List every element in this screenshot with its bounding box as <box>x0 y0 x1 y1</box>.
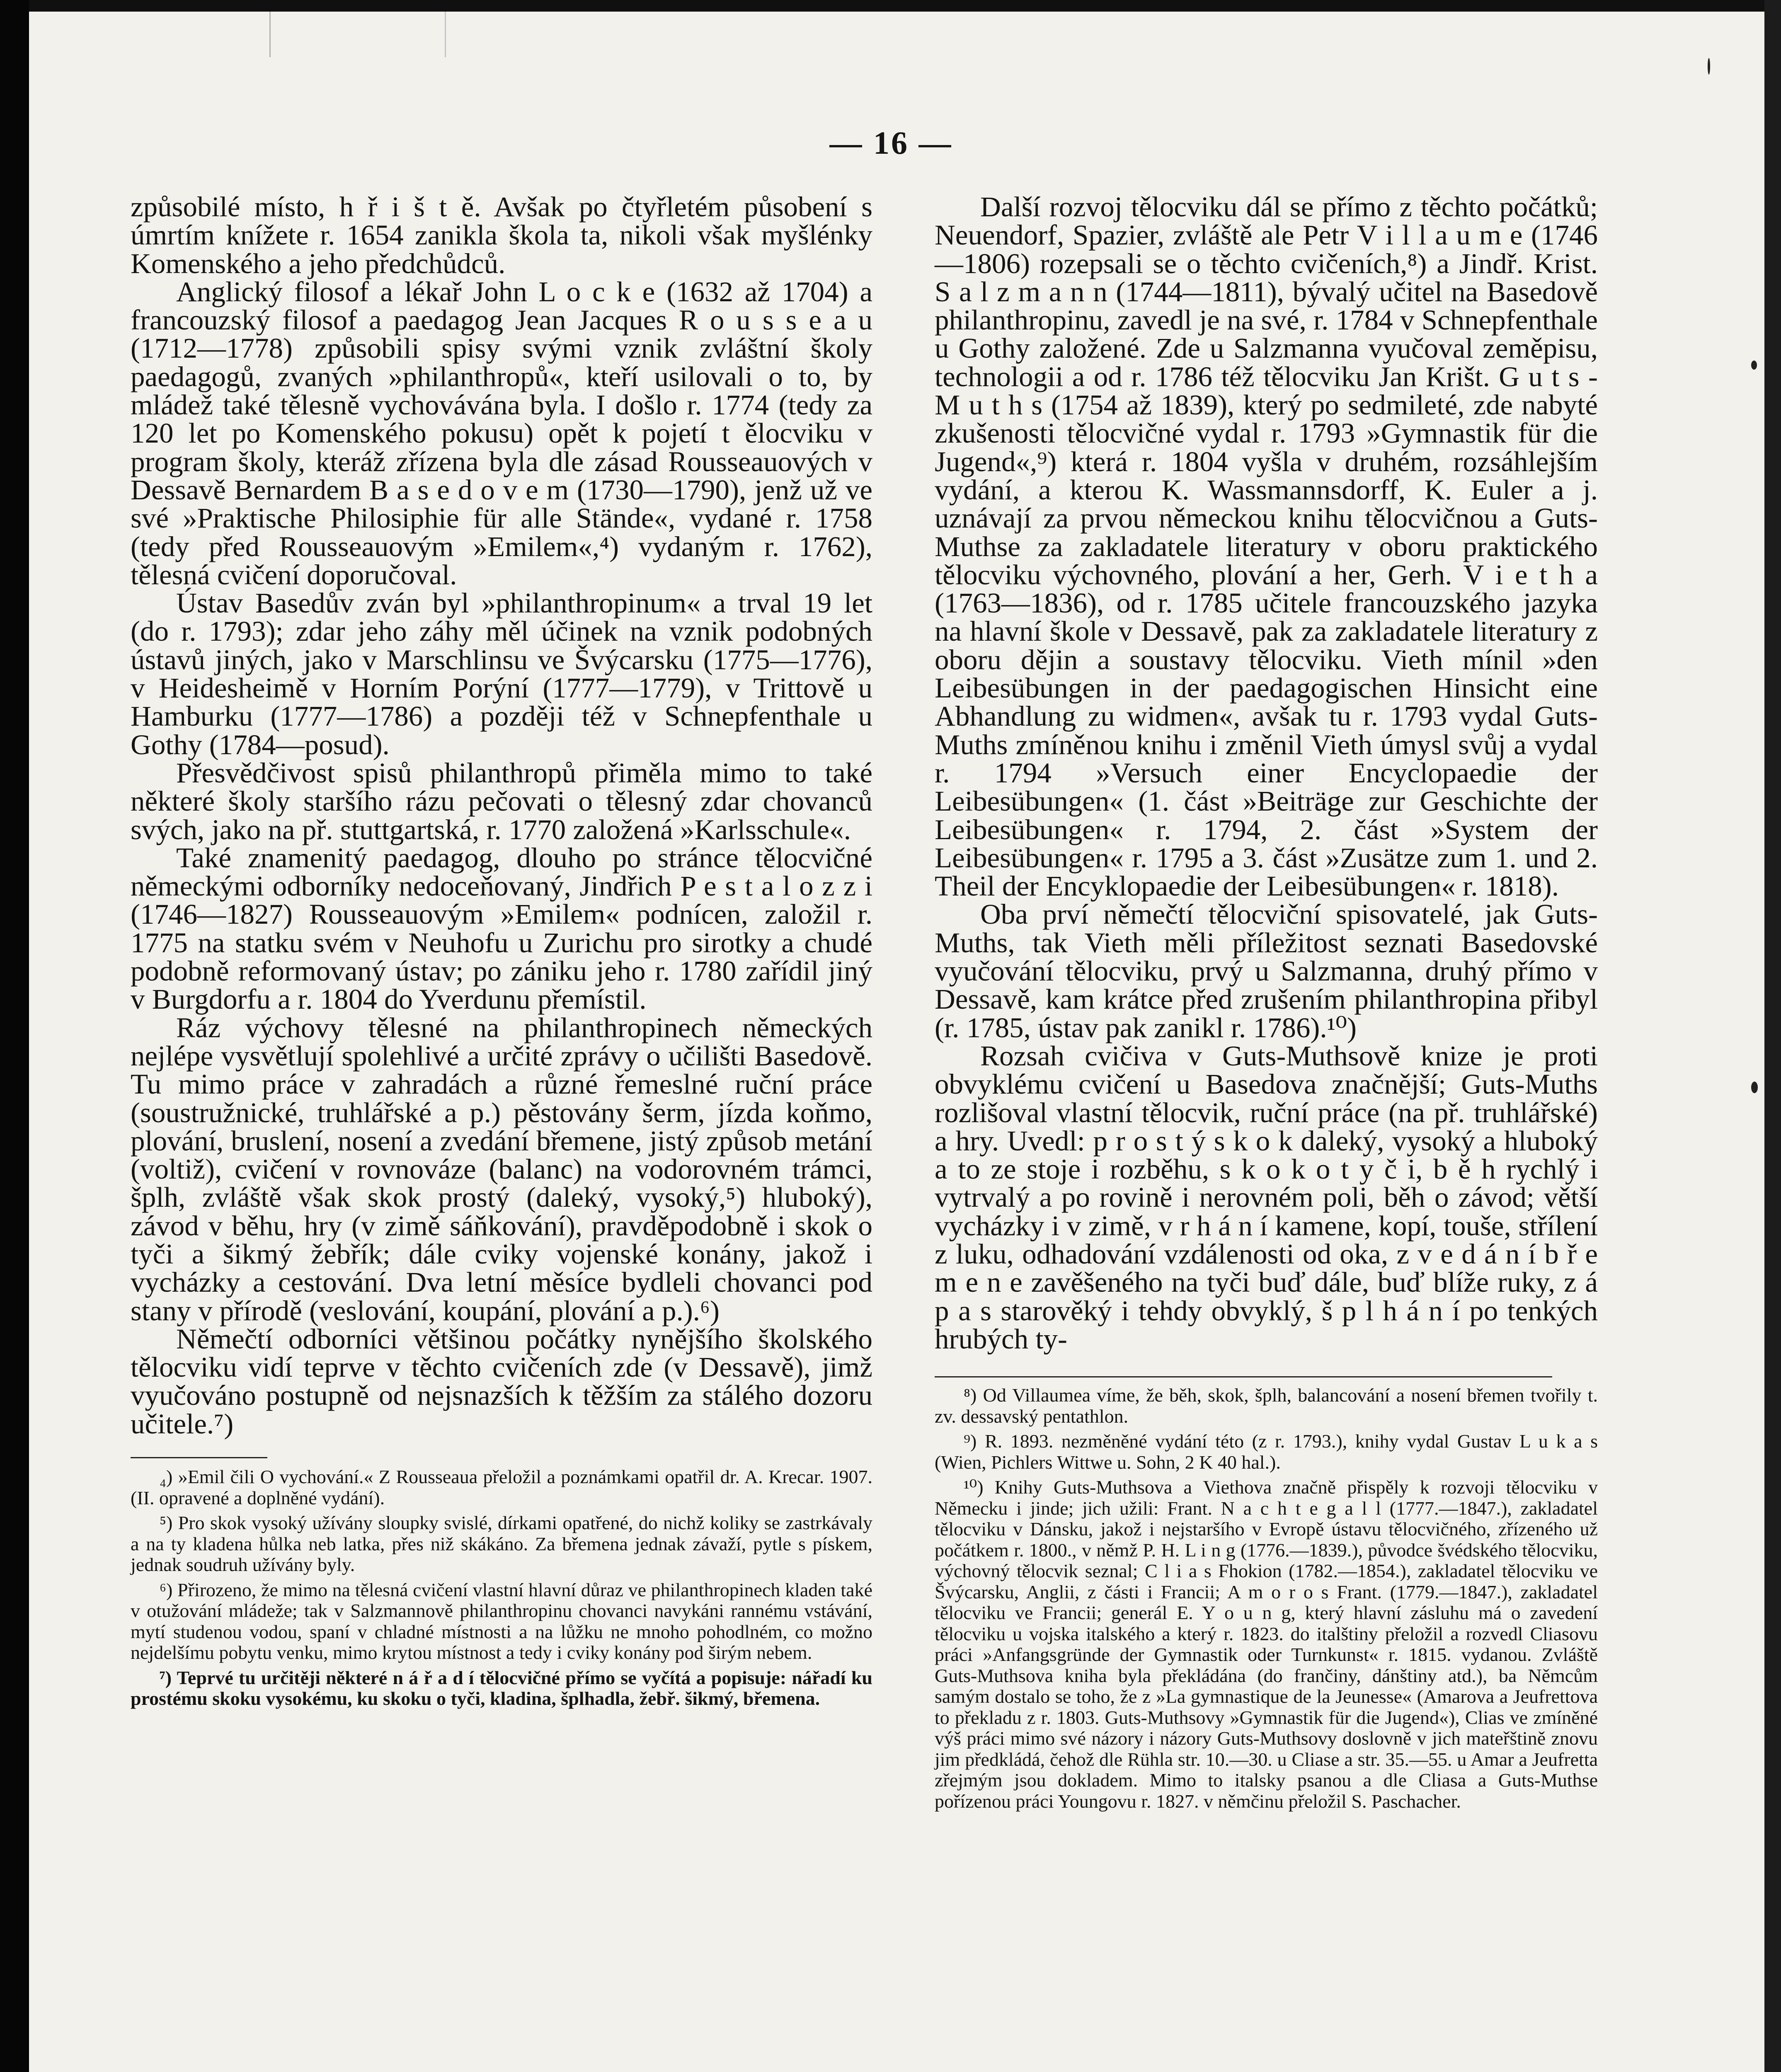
paragraph: Přesvědčivost spisů philanthropů přiměla mimo to také některé školy staršího rázu pečovati o tělesný zdar chovanců svých, jako na př. stuttgartská, r. 1770 založená »Karlsschule«. <box>131 757 872 845</box>
footnote: ⁶) Přirozeno, že mimo na tělesná cvičení vlastní hlavní důraz ve philanthropinech kladen také v otužování mládeže; tak v Salzmannově philanthropinu chovanci navykáni rannému vstávání, mytí studenou vodou, spaní v chladné místnosti a na lůžku ne mnoho pohodlném, co možno nejdelšímu pobytu venku, mimo krytou místnost a tedy i cviky konány pod širým nebem. <box>131 1579 872 1663</box>
footnote: ⁵) Pro skok vysoký užívány sloupky svislé, dírkami opatřené, do nichž koliky se zastrkávaly a na ty kladena hůlka neb latka, přes niž skákáno. Za břemena jednak závaží, pytle s pískem, jednak soudruh užívány byly. <box>131 1512 872 1576</box>
paragraph: Oba prví němečtí tělocviční spisovatelé, jak Guts-Muths, tak Vieth měli příležitost seznati Basedovské vyučování tělocviku, prvý u Salzmanna, druhý přímo v Dessavě, kam krátce před zrušením philanthropina přibyl (r. 1785, ústav pak zanikl r. 1786).¹⁰) <box>935 898 1598 1043</box>
right-column <box>935 193 1598 1816</box>
paragraph: Rozsah cvičiva v Guts-Muthsově knize je proti obvyklému cvičení u Basedova značnější; Guts-Muths rozlišoval vlastní tělocvik, ruční práce (na př. truhlářské) a hry. Uvedl: p r o s t ý s k o k daleký, vysoký a hluboký a to ze stoje i rozběhu, s k o k o t y č i, b ě h rychlý i vytrvalý a po rovině i nerovném poli, běh o závod; větší vycházky i v zimě, v r h á n í kamene, kopí, touše, střílení z luku, odhadování vzdálenosti od oka, z v e d á n í b ř e m e n e zavěšeného na tyči buď dále, buď blíže ruky, z á p a s starověký i tehdy obvyklý, š p l h á n í po tenkých hrubých ty- <box>935 1040 1598 1355</box>
scan-artifact-top <box>269 12 446 57</box>
paragraph: Ústav Basedův zván byl »philanthropinum« a trval 19 let (do r. 1793); zdar jeho záhy měl účinek na vznik podobných ústavů jiných, jako v Marschlinsu ve Švýcarsku (1775—1776), v Heidesheimě v Horním Porýní (1777—1779), v Trittově u Hamburku (1777—1786) a později též v Schnepfenthale u Gothy (1784—posud). <box>131 587 872 760</box>
footnote: ⁷) Teprvé tu určitěji některé n á ř a d í tělocvičné přímo se vyčítá a popisuje: nářadí ku prostému skoku vysokému, ku skoku o tyči, kladina, šplhadla, žebř. šikmý, břemena. <box>131 1667 872 1709</box>
scan-border-left <box>0 0 29 2072</box>
footnote: ₄) »Emil čili O vychování.« Z Rousseaua přeložil a poznámkami opatřil dr. A. Krecar. 1907. (II. opravené a doplněné vydání). <box>131 1466 872 1508</box>
page-number: — 16 — <box>829 125 953 161</box>
paragraph: Ráz výchovy tělesné na philanthropinech německých nejlépe vysvětlují spolehlivé a určité zprávy o učilišti Basedově. Tu mimo práce v zahradách a různé řemeslné ruční práce (soustružnické, truhlářské a p.) pěstovány šerm, jízda koňmo, plování, bruslení, nosení a zvedání břemene, jistý způsob metání (voltiž), cvičení v rovnováze (balanc) na vodorovném trámci, šplh, zvláště však skok prostý (daleký, vysoký,⁵) hluboký), závod v běhu, hry (v zimě sáňkování), pravděpodobně i skok o tyči a šikmý žebřík; dále cviky vojenské konány, jakož i vycházky a cestování. Dva letní měsíce bydleli chovanci pod stany v přírodě (veslování, koupání, plování a p.).⁶) <box>131 1012 872 1326</box>
scan-speck <box>1751 361 1757 370</box>
footnote: ⁹) R. 1893. nezměněné vydání této (z r. 1793.), knihy vydal Gustav L u k a s (Wien, Pichlers Wittwe u. Sohn, 2 K 40 hal.). <box>935 1431 1598 1473</box>
scan-border-top <box>0 0 1781 12</box>
paragraph: Němečtí odborníci většinou počátky nynějšího školského tělocviku vidí teprve v těchto cvičeních zde (v Dessavě), jimž vyučováno postupně od nejsnazších k těžším za stálého dozoru učitele.⁷) <box>131 1323 872 1440</box>
scan-border-right <box>1764 0 1781 2072</box>
footnote-divider <box>131 1457 267 1458</box>
left-column <box>131 193 872 1714</box>
scan-speck <box>1708 58 1710 75</box>
paragraph: Anglický filosof a lékař John L o c k e (1632 až 1704) a francouzský filosof a paedagog Jean Jacques R o u s s e a u (1712—1778) způsobili spisy svými vznik zvláštní školy paedagogů, zvaných »philanthropů«, kteří usilovali o to, by mládež také tělesně vychovávána byla. I došlo r. 1774 (tedy za 120 let po Komenského pokusu) opět k pojetí t ělocviku v program školy, kteráž zřízena byla dle zásad Rousseauových v Dessavě Bernardem B a s e d o v e m (1730—1790), jenž už ve své »Praktische Philosiphie für alle Stände«, vydané r. 1758 (tedy před Rousseauovým »Emilem«,⁴) vydaným r. 1762), tělesná cvičení doporučoval. <box>131 276 872 591</box>
paragraph: způsobilé místo, h ř i š t ě. Avšak po čtyřletém působení s úmrtím knížete r. 1654 zanikla škola ta, nikoli však myšlénky Komenského a jeho předchůdců. <box>131 191 872 279</box>
scan-speck <box>1751 1082 1758 1093</box>
footnote: ⁸) Od Villaumea víme, že běh, skok, šplh, balancování a nosení břemen tvořily t. zv. dessavský pentathlon. <box>935 1385 1598 1427</box>
paragraph: Další rozvoj tělocviku dál se přímo z těchto počátků; Neuendorf, Spazier, zvláště ale Petr V i l l a u m e (1746—1806) rozepsali se o těchto cvičeních,⁸) a Jindř. Krist. S a l z m a n n (1744—1811), bývalý učitel na Basedově philanthropinu, zavedl je na své, r. 1784 v Schnepfenthale u Gothy založené. Zde u Salzmanna vyučoval zeměpisu, technologii a od r. 1786 též tělocviku Jan Krišt. G u t s - M u t h s (1754 až 1839), který po sedmileté, zde nabyté zkušenosti tělocvičné vydal r. 1793 »Gymnastik für die Jugend«,⁹) která r. 1804 vyšla v druhém, rozsáhlejším vydání, a kterou K. Wassmannsdorff, K. Euler a j. uznávají za prvou německou knihu tělocvičnou a Guts-Muthse za zakladatele literatury v oboru praktického tělocviku výchovného, plování a her, Gerh. V i e t h a (1763—1836), od r. 1785 učitele francouzského jazyka na hlavní škole v Dessavě, pak za zakladatele literatury z oboru dějin a soustavy tělocviku. Vieth mínil »den Leibesübungen in der paedagogischen Hinsicht eine Abhandlung zu widmen«, avšak tu r. 1793 vydal Guts-Muths zmíněnou knihu i změnil Vieth úmysl svůj a vydal r. 1794 »Versuch einer Encyclopaedie der Leibesübungen« (1. část »Beiträge zur Geschichte der Leibesübungen« r. 1794, 2. část »System der Leibesübungen« r. 1795 a 3. část »Zusätze zum 1. und 2. Theil der Encyklopaedie der Leibesübungen« r. 1818). <box>935 191 1598 902</box>
paragraph: Také znamenitý paedagog, dlouho po stránce tělocvičné německými odborníky nedoceňovaný, Jindřich P e s t a l o z z i (1746—1827) Rousseauovým »Emilem« podnícen, založil r. 1775 na statku svém v Neuhofu u Zurichu pro sirotky a chudé podobně reformovaný ústav; po zániku jeho r. 1780 zařídil jiný v Burgdorfu a r. 1804 do Yverdunu přemístil. <box>131 842 872 1015</box>
footnote: ¹⁰) Knihy Guts-Muthsova a Viethova značně přispěly k rozvoji tělocviku v Německu i jinde; jich užili: Frant. N a c h t e g a l l (1777.—1847.), zakladatel tělocviku v Dánsku, jakož i nejstaršího v Evropě ústavu tělocvičného, zřízeného už počátkem r. 1800., v němž P. H. L i n g (1776.—1839.), původce švédského tělocviku, výchovný tělocvik seznal; C l i a s Fhokion (1782.—1854.), zakladatel tělocviku ve Švýcarsku, Anglii, z části i Francii; A m o r o s Frant. (1779.—1847.), zakladatel tělocviku ve Francii; generál E. Y o u n g, který hlavní zásluhu má o zavedení tělocviku u vojska italského a který r. 1823. do italštiny přeložil a rozvedl Cliasovu práci »Anfangsgründe der Gymnastik oder Turnkunst« r. 1815. vydanou. Zvláště Guts-Muthsova kniha byla překládána (do frančiny, dánštiny atd.), ba Němcům samým dostalo se toho, že z »La gymnastique de la Jeunesse« (Amarova a Jeufrettova to překladu z r. 1803. Guts-Muthsovy »Gymnastik für die Jugend«), Clias ve zmíněné výš práci mimo své názory i názory Guts-Muthsovy doslovně v jich mateřštině znovu jim předkládá, čehož dle Rühla str. 10.—30. u Cliase a str. 35.—55. u Amar a Jeufretta zřejmým jsou dokladem. Mimo to italsky psanou a dle Cliasa a Guts-Muthse pořízenou práci Youngovu r. 1827. v němčinu přeložil S. Paschacher. <box>935 1477 1598 1812</box>
footnote-divider <box>935 1376 1552 1377</box>
